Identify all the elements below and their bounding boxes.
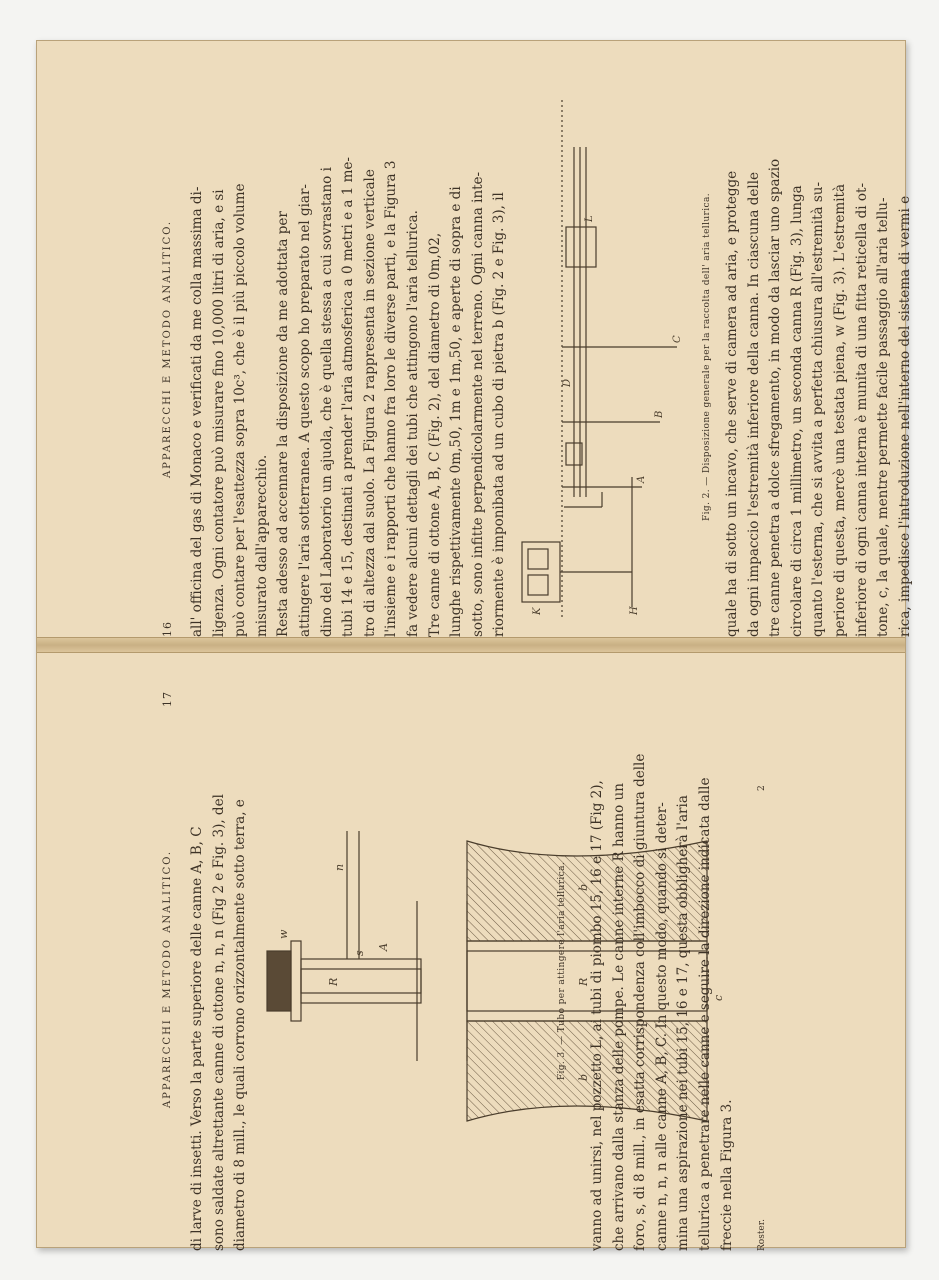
text-line: inferiore di ogni canna interna è munita di una fitta reticella di ot- — [853, 182, 870, 637]
text-line: da ogni impaccio l'estremità inferiore della canna. In ciascuna delle — [745, 171, 762, 637]
page-17-running-head: APPARECCHI E METODO ANALITICO. — [161, 849, 173, 1109]
page-17-number: 17 — [160, 691, 174, 707]
text-line: fa vedere alcuni dettagli dei tubi che attingono l'aria tellurica. — [404, 210, 421, 637]
fig-label: K — [532, 607, 543, 615]
fig-label: n — [333, 863, 346, 871]
fig-label: H — [629, 606, 640, 615]
page-16-text-lower — [722, 77, 916, 637]
text-line: che arrivano dalla stanza delle pompe. Le canne interne R hanno un — [610, 783, 627, 1251]
figure-2-caption: Fig. 2. — Disposizione generale per la raccolta dell' aria tellurica. — [702, 193, 712, 522]
text-line: foro, s, di 8 mill., in esatta corrispondenza coll'imbocco di giuntura delle — [632, 753, 649, 1251]
fig-label: C — [672, 335, 683, 343]
figure-3-caption: Fig. 3. — Tubo per attingere l'aria tellurica. — [557, 861, 567, 1081]
fig-label: D — [562, 378, 573, 387]
text-line: di larve di insetti. Verso la parte superiore delle canne A, B, C — [189, 826, 205, 1251]
text-line: attingere l'aria sotterranea. A questo scopo ho preparato nel giar- — [296, 184, 313, 637]
text-line: tubi 14 e 15, destinati a prender l'aria atmosferica a 0 metri e a 1 me- — [340, 157, 357, 637]
text-line: lunghe rispettivamente 0m,50, 1m e 1m,50, e aperte di sopra e di — [448, 186, 465, 637]
fig-label: s — [353, 950, 366, 956]
page-16-header — [157, 77, 177, 637]
fig-label: b — [577, 1073, 590, 1081]
figure-2-apparatus — [522, 97, 692, 617]
text-line: freccie nella Figura 3. — [718, 1099, 735, 1251]
text-line: tone, c, la quale, mentre permette facile passaggio all'aria tellu- — [875, 197, 892, 637]
fig-label: A — [636, 475, 647, 483]
fig-label: b — [577, 883, 590, 891]
text-line: Tre canne di ottone A, B, C (Fig. 2), del diametro di 0m,02, — [426, 232, 443, 637]
text-line: può contare per l'esattezza sopra 10c³, che è il più piccolo volume — [232, 183, 249, 637]
page-17-text-lower — [587, 691, 738, 1251]
text-line: sotto, sono infitte perpendicolarmente nel terreno. Ogni canna inte- — [469, 171, 486, 637]
text-line: riormente è imponibata ad un cubo di pietra b (Fig. 2 e Fig. 3), il — [491, 192, 508, 637]
text-line: periore di questa, mercè una testata piena, w (Fig. 3). L'estremità — [831, 183, 848, 637]
text-line: all' officina del gas di Monaco e verificati da me colla massima di- — [189, 186, 205, 637]
page-16-number: 16 — [160, 621, 174, 637]
text-line: Resta adesso ad accennare la disposizione da me adottata per — [275, 211, 292, 637]
text-line: quanto l'esterna, che si avvita a perfetta chiusura all'estremità su- — [810, 181, 827, 637]
text-line: quale ha di sotto un incavo, che serve di camera ad aria, e protegge — [724, 170, 740, 637]
text-line: rica, impedisce l'introduzione nell'interno del sistema di vermi e — [896, 195, 913, 637]
fig-label: R — [577, 977, 590, 986]
text-line: tro di altezza dal suolo. La Figura 2 rappresenta in sezione verticale — [361, 169, 378, 637]
text-line: l'insieme e i rapporti che hanno fra loro le diverse parti, e la Figura 3 — [383, 160, 400, 637]
text-line: canne n, n, n alle canne A, B, C. In questo modo, quando si deter- — [653, 802, 670, 1251]
book-gutter — [37, 637, 905, 653]
printer-signature: Roster. — [757, 1219, 767, 1251]
text-line: mina una aspirazione nei tubi 15, 16 e 17, questa obbligherà l'aria — [675, 795, 692, 1251]
page-16-running-head: APPARECCHI E METODO ANALITICO. — [161, 219, 173, 479]
page-17-text-upper — [187, 691, 252, 1251]
text-line: dino del Laboratorio un ajuola, che è quella stessa a cui sovrastano i — [318, 167, 335, 637]
fig-label: L — [584, 215, 595, 222]
page-16-text-upper — [187, 77, 511, 637]
text-line: tre canne penetra a dolce sfregamento, in modo da lasciar uno spazio — [767, 158, 784, 637]
page-17 — [157, 691, 939, 1251]
signature-number: 2 — [757, 785, 767, 791]
page-16 — [157, 77, 939, 637]
text-line: sono saldate altrettante canne di ottone n, n, n (Fig 2 e Fig. 3), del — [210, 794, 227, 1251]
text-line: vanno ad unirsi, nel pozzetto L, ai tubi di piombo 15, 16 e 17 (Fig 2), — [589, 780, 605, 1251]
page-17-header — [157, 691, 177, 1251]
text-line: ligenza. Ogni contatore può misurare fino 10,000 litri di aria, e si — [210, 189, 227, 637]
fig-label: c — [712, 994, 725, 1001]
fig-label: w — [277, 929, 290, 939]
fig-label: R — [327, 977, 340, 986]
fig-label: A — [377, 943, 390, 951]
text-line: tellurica a penetrare nelle canne e seguire la direzione indicata dalle — [696, 777, 713, 1251]
fig-label: B — [654, 410, 665, 418]
text-line: misurato dall'apparecchio. — [253, 454, 270, 637]
text-line: circolare di circa 1 millimetro, un seconda canna R (Fig. 3), lunga — [788, 185, 805, 637]
open-book — [36, 40, 913, 1251]
text-line: diametro di 8 mill., le quali corrono orizzontalmente sotto terra, e — [232, 799, 249, 1251]
